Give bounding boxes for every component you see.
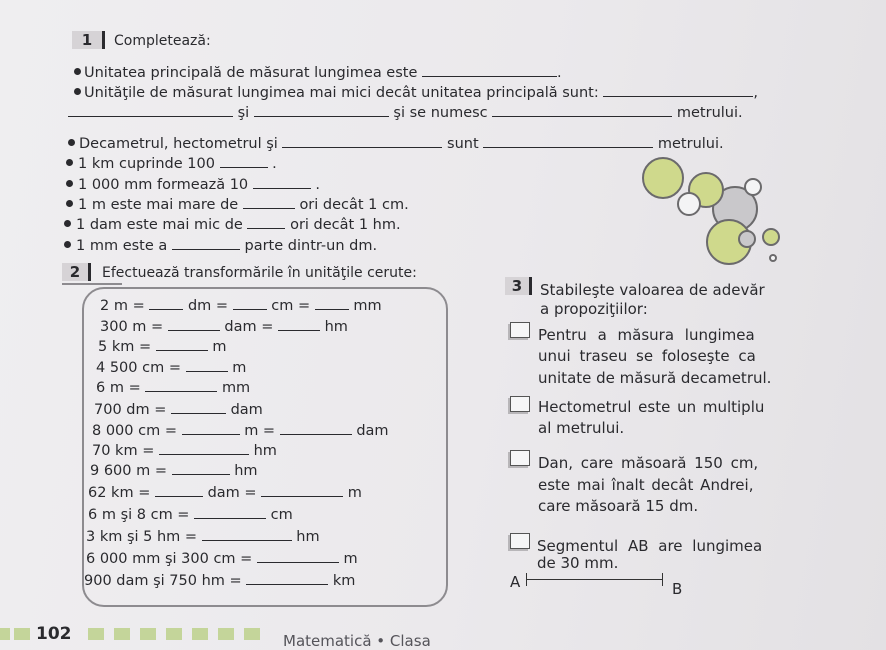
circle-decoration xyxy=(642,157,684,199)
page-number: 102 xyxy=(36,624,72,644)
answer-blank[interactable] xyxy=(186,359,228,372)
ex1-row-6-text: 1 000 mm formează 10 xyxy=(78,177,249,193)
answer-blank[interactable] xyxy=(68,104,233,117)
true-false-checkbox[interactable] xyxy=(510,396,530,412)
answer-blank[interactable] xyxy=(220,155,268,168)
ex2-term: 900 dam şi 750 hm = xyxy=(84,573,242,589)
ex1-row-2 xyxy=(84,84,758,101)
point-b-label: B xyxy=(672,580,683,598)
ex1-row-4 xyxy=(79,135,724,152)
segment-line xyxy=(526,579,662,580)
answer-blank[interactable] xyxy=(243,196,295,209)
statement-3-line-2: este mai înalt decât Andrei, xyxy=(538,476,754,494)
ex2-row-12 xyxy=(86,528,320,545)
ex2-unit: m xyxy=(212,339,227,355)
answer-blank[interactable] xyxy=(278,318,320,331)
ex1-row-5-text: 1 km cuprinde 100 xyxy=(78,156,215,172)
answer-blank[interactable] xyxy=(155,484,203,497)
ex2-row-1 xyxy=(100,297,382,314)
ex2-term: 2 m = xyxy=(100,298,145,314)
ex2-term: 9 600 m = xyxy=(90,463,168,479)
ex2-unit: mm xyxy=(353,298,382,314)
statement-1-line-3: unitate de măsură decametrul. xyxy=(538,369,772,387)
exercise-3-title: Stabileşte valoarea de adevăr xyxy=(540,281,765,299)
answer-blank[interactable] xyxy=(145,379,217,392)
title-underline xyxy=(62,283,122,285)
footer-decoration xyxy=(166,628,182,640)
ex2-row-6 xyxy=(94,401,263,418)
statement-3-line-1: Dan, care măsoară 150 cm, xyxy=(538,454,759,472)
point-a-label: A xyxy=(510,573,521,591)
answer-blank[interactable] xyxy=(194,506,266,519)
answer-blank[interactable] xyxy=(202,528,292,541)
ex2-row-14 xyxy=(84,572,355,589)
ex1-row-9-end: parte dintr-un dm. xyxy=(244,238,378,254)
ex2-term: 700 dm = xyxy=(94,402,167,418)
answer-blank[interactable] xyxy=(168,318,220,331)
ex1-row-8-end: ori decât 1 hm. xyxy=(290,217,401,233)
ex1-row-4-are: sunt xyxy=(447,136,479,152)
answer-blank[interactable] xyxy=(492,104,672,117)
bullet xyxy=(74,88,81,95)
answer-blank[interactable] xyxy=(315,297,349,310)
footer-decoration xyxy=(0,628,10,640)
answer-blank[interactable] xyxy=(172,237,240,250)
answer-blank[interactable] xyxy=(603,84,753,97)
ex2-row-8 xyxy=(92,442,277,459)
circle-decoration xyxy=(677,192,701,216)
ex2-row-4 xyxy=(96,359,246,376)
ex1-row-8-text: 1 dam este mai mic de xyxy=(76,217,243,233)
answer-blank[interactable] xyxy=(149,297,183,310)
ex2-term: 8 000 cm = xyxy=(92,423,177,439)
answer-blank[interactable] xyxy=(233,297,267,310)
ex1-row-8 xyxy=(76,216,401,233)
answer-blank[interactable] xyxy=(253,176,311,189)
ex1-row-2-text: Unităţile de măsurat lungimea mai mici decât unitatea principală sunt: xyxy=(84,85,599,101)
ex1-row-7 xyxy=(78,196,409,213)
exercise-2-number: 2 xyxy=(62,263,91,281)
exercise-2-title: Efectuează transformările în unităţile cerute: xyxy=(102,265,417,281)
ex1-row-3 xyxy=(68,104,743,121)
ex2-row-7 xyxy=(92,422,389,439)
ex1-row-3-called: şi se numesc xyxy=(393,105,488,121)
answer-blank[interactable] xyxy=(171,401,226,414)
bullet xyxy=(66,180,73,187)
bullet xyxy=(66,159,73,166)
statement-3-line-3: care măsoară 15 dm. xyxy=(538,497,699,515)
answer-blank[interactable] xyxy=(280,422,352,435)
ex2-row-9 xyxy=(90,462,258,479)
ex2-unit: hm xyxy=(253,443,277,459)
footer-decoration xyxy=(14,628,30,640)
statement-2-line-1: Hectometrul este un multiplu xyxy=(538,398,765,416)
ex2-unit: m xyxy=(347,485,362,501)
exercise-1-title: Completează: xyxy=(114,33,211,49)
true-false-checkbox[interactable] xyxy=(510,533,530,549)
ex2-term: 5 km = xyxy=(98,339,152,355)
true-false-checkbox[interactable] xyxy=(510,450,530,466)
ex1-row-7-text: 1 m este mai mare de xyxy=(78,197,239,213)
ex2-row-11 xyxy=(88,506,293,523)
exercise-1-number: 1 xyxy=(72,31,105,49)
answer-blank[interactable] xyxy=(182,422,240,435)
ex2-unit: hm xyxy=(296,529,320,545)
ex2-term: 4 500 cm = xyxy=(96,360,181,376)
bullet xyxy=(66,200,73,207)
ex2-unit: dam = xyxy=(224,319,274,335)
footer-decoration xyxy=(244,628,260,640)
ex2-term: 3 km şi 5 hm = xyxy=(86,529,198,545)
bullet xyxy=(74,68,81,75)
circle-decoration xyxy=(762,228,780,246)
ex1-row-6-end: . xyxy=(315,177,320,193)
answer-blank[interactable] xyxy=(483,135,653,148)
ex2-unit: m xyxy=(343,551,358,567)
ex2-row-5 xyxy=(96,379,250,396)
statement-4-line-1: Segmentul AB are lungimea xyxy=(537,537,763,555)
ex2-unit: dm = xyxy=(187,298,229,314)
ex1-row-4-text: Decametrul, hectometrul şi xyxy=(79,136,278,152)
ex1-row-1-end: . xyxy=(557,65,562,81)
statement-1-line-1: Pentru a măsura lungimea xyxy=(538,326,755,344)
ex2-row-10 xyxy=(88,484,362,501)
ex2-unit: dam xyxy=(356,423,389,439)
ex2-unit: km xyxy=(332,573,356,589)
bullet xyxy=(64,220,71,227)
footer-decoration xyxy=(192,628,208,640)
answer-blank[interactable] xyxy=(246,572,328,585)
statement-1-line-2: unui traseu se foloseşte ca xyxy=(538,347,756,365)
segment-tick-b xyxy=(662,573,663,586)
ex2-term: 300 m = xyxy=(100,319,164,335)
segment-tick-a xyxy=(526,573,527,586)
ex2-unit: m xyxy=(232,360,247,376)
ex1-row-2-end: , xyxy=(753,85,758,101)
statement-2-line-2: al metrului. xyxy=(538,419,625,437)
true-false-checkbox[interactable] xyxy=(510,322,530,338)
answer-blank[interactable] xyxy=(159,442,249,455)
ex1-row-7-end: ori decât 1 cm. xyxy=(299,197,409,213)
ex2-unit: hm xyxy=(324,319,348,335)
ex1-row-5 xyxy=(78,155,277,172)
ex2-row-2 xyxy=(100,318,348,335)
ex1-row-9-text: 1 mm este a xyxy=(76,238,168,254)
footer-decoration xyxy=(114,628,130,640)
answer-blank[interactable] xyxy=(247,216,285,229)
ex1-row-4-end: metrului. xyxy=(657,136,724,152)
bullet xyxy=(64,241,71,248)
answer-blank[interactable] xyxy=(257,550,339,563)
circle-decoration xyxy=(744,178,762,196)
ex1-row-1-text: Unitatea principală de măsurat lungimea este xyxy=(84,65,418,81)
footer-decoration xyxy=(88,628,104,640)
footer-subject: Matematică • Clasa xyxy=(283,632,431,650)
answer-blank[interactable] xyxy=(422,64,557,77)
ex2-term: 70 km = xyxy=(92,443,155,459)
answer-blank[interactable] xyxy=(172,462,230,475)
ex2-unit: hm xyxy=(234,463,258,479)
footer-decoration xyxy=(218,628,234,640)
ex2-term: 6 m = xyxy=(96,380,141,396)
answer-blank[interactable] xyxy=(156,338,208,351)
ex2-unit: cm = xyxy=(271,298,311,314)
bullet xyxy=(68,139,75,146)
ex1-row-3-end: metrului. xyxy=(676,105,743,121)
ex2-unit: dam = xyxy=(207,485,257,501)
ex2-unit: mm xyxy=(221,380,251,396)
ex2-unit: m = xyxy=(244,423,276,439)
answer-blank[interactable] xyxy=(282,135,442,148)
ex1-row-9 xyxy=(76,237,377,254)
ex2-row-13 xyxy=(86,550,358,567)
circle-decoration xyxy=(738,230,756,248)
ex2-row-3 xyxy=(98,338,226,355)
answer-blank[interactable] xyxy=(261,484,343,497)
ex2-term: 62 km = xyxy=(88,485,151,501)
ex1-row-5-end: . xyxy=(272,156,277,172)
ex2-term: 6 m şi 8 cm = xyxy=(88,507,190,523)
answer-blank[interactable] xyxy=(254,104,389,117)
ex2-unit: cm xyxy=(270,507,293,523)
footer-decoration xyxy=(140,628,156,640)
exercise-3-number: 3 xyxy=(505,277,532,295)
circle-decoration xyxy=(769,254,777,262)
ex1-row-3-and: şi xyxy=(237,105,250,121)
exercise-3-subtitle: a propoziţiilor: xyxy=(540,300,648,318)
ex2-unit: dam xyxy=(230,402,263,418)
ex1-row-1 xyxy=(84,64,562,81)
ex2-term: 6 000 mm şi 300 cm = xyxy=(86,551,253,567)
ex1-row-6 xyxy=(78,176,320,193)
statement-4-line-2: de 30 mm. xyxy=(537,554,619,572)
